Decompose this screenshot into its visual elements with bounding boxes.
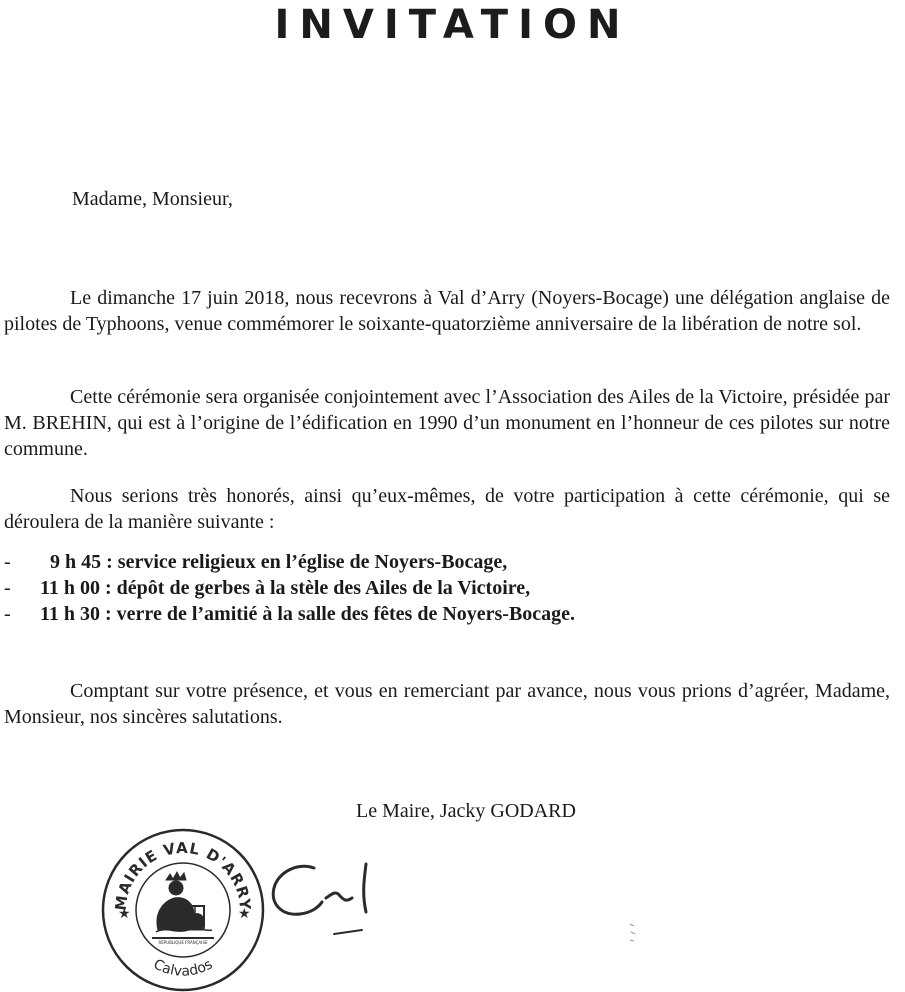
town-hall-stamp <box>96 822 268 992</box>
closing-paragraph: Comptant sur votre présence, et vous en remerciant par avance, nous vous prions d’agréer, Madame, Monsieur, nos sincères salutations. <box>4 680 890 728</box>
paragraph-reception: Le dimanche 17 juin 2018, nous recevrons à Val d’Arry (Noyers-Bocage) une délégation anglaise de pilotes de Typhoons, venue commémorer le soixante-quatorzième anniversaire de la libération de notre sol. <box>4 287 890 335</box>
salutation: Madame, Monsieur, <box>72 188 233 210</box>
document-title: INVITATION <box>274 2 631 48</box>
paragraph-participation: Nous serions très honorés, ainsi qu’eux-mêmes, de votre participation à cette cérémonie, qui se déroulera de la manière suivante : <box>4 485 890 533</box>
scan-speck <box>626 920 640 944</box>
list-bullet: - <box>4 603 11 625</box>
stamp-star-right-icon: ★ <box>238 907 251 922</box>
list-bullet: - <box>4 551 11 573</box>
schedule-item-text: 9 h 45 : service religieux en l’église de Noyers-Bocage, <box>50 551 508 573</box>
schedule-item-text: 11 h 30 : verre de l’amitié à la salle des fêtes de Noyers-Bocage. <box>40 603 576 625</box>
stamp-republic-text: RÉPUBLIQUE FRANÇAISE <box>158 940 208 945</box>
marianne-emblem-icon <box>152 872 214 938</box>
schedule-item-text: 11 h 00 : dépôt de gerbes à la stèle des Ailes de la Victoire, <box>40 577 531 599</box>
stamp-top-text: MAIRIE VAL D'ARRY <box>111 838 255 912</box>
svg-text:Calvados <box>151 956 216 979</box>
signatory: Le Maire, Jacky GODARD <box>356 800 576 822</box>
stamp-star-left-icon: ★ <box>118 907 131 922</box>
stamp-bottom-text: Calvados <box>150 956 216 980</box>
mayor-signature <box>262 848 392 938</box>
paragraph-ceremony: Cette cérémonie sera organisée conjointement avec l’Association des Ailes de la Victoire, présidée par M. BREHIN, qui est à l’origine de l’édification en 1990 d’un monument en l’honneur de ces pilotes sur notre commune. <box>4 386 890 460</box>
list-bullet: - <box>4 577 11 599</box>
